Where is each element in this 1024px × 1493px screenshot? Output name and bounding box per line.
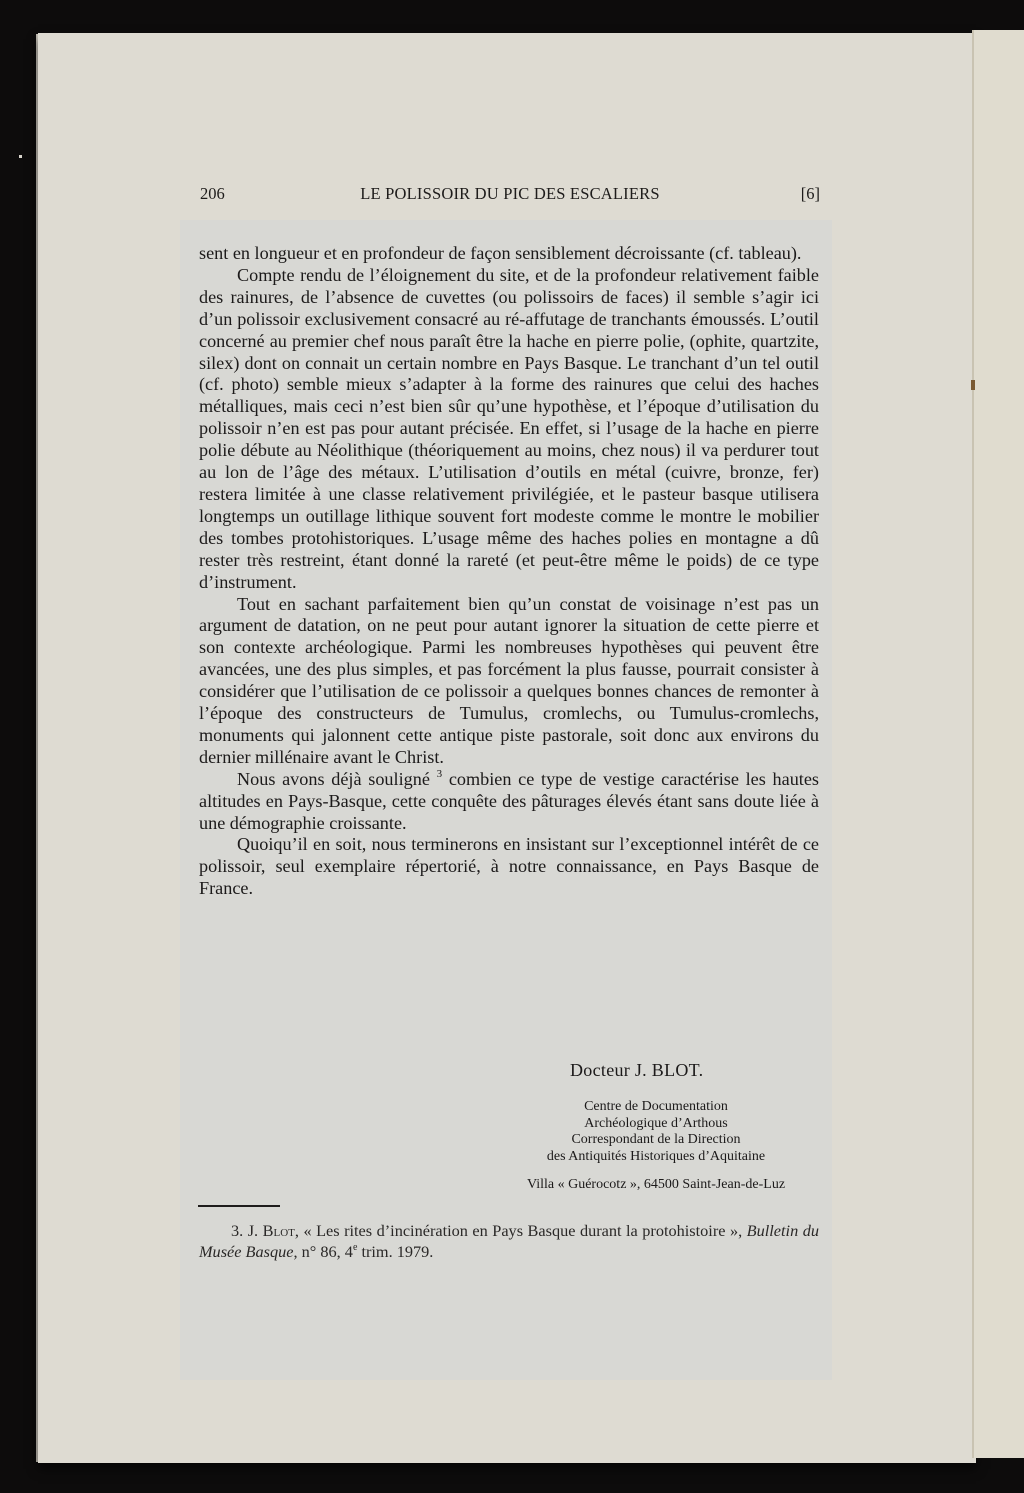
running-title: LE POLISSOIR DU PIC DES ESCALIERS	[360, 184, 660, 203]
affiliation-line: des Antiquités Historiques d’Aquitaine	[546, 1148, 766, 1164]
facing-page-edge	[972, 30, 1024, 1458]
footnote-separator	[198, 1205, 280, 1207]
affiliation-line: Correspondant de la Direction	[571, 1132, 741, 1147]
footnote-title: , « Les rites d’incinération en Pays Basque durant la protohistoire »,	[294, 1221, 747, 1240]
paragraph-3: Tout en sachant parfaitement bien qu’un constat de voisinage n’est pas un argument de datation, on ne peut pour autant ignorer la situation de cette pierre et son contexte archéologique. Parmi les nombreuses hypothèses qui peuvent être avancées, une des plus simples, et pas forcément la plus fausse, pourrait consister à considérer que l’utilisation de ce polissoir a quelques bonnes chances de remonter à l’époque des constructeurs de Tumulus, cromlechs, ou Tumulus-cromlechs, monuments qui jalonnent cette antique piste pastorale, soit donc aux environs du dernier millénaire avant le Christ.	[199, 593, 819, 767]
page-number: 206	[200, 184, 225, 203]
footnote-number: 3.	[231, 1221, 244, 1240]
author-address: Villa « Guérocotz », 64500 Saint-Jean-de-Luz	[526, 1177, 786, 1192]
affiliation-line: Archéologique d’Arthous	[584, 1115, 728, 1131]
paragraph-4	[199, 769, 819, 835]
footnote-author-initial: J.	[247, 1221, 259, 1240]
footnote-issue-superscript: e	[352, 1242, 358, 1253]
footnote-3	[199, 1220, 819, 1262]
paragraph-5: Quoiqu’il en soit, nous terminerons en insistant sur l’exceptionnel intérêt de ce polissoir, seul exemplaire répertorié, à notre connaissance, en Pays Basque de France.	[199, 834, 819, 899]
footnote-journal: Bulletin du Musée Basque	[199, 1221, 819, 1261]
running-head	[200, 184, 820, 208]
paragraph-2: Compte rendu de l’éloignement du site, et de la profondeur relativement faible des rainures, de l’absence de cuvettes (ou polissoirs de faces) il semble s’agir ici d’un polissoir exclusivement consacré au ré-affutage de tranchants émoussés. L’outil concerné au premier chef nous paraît être la hache en pierre polie, (ophite, quartzite, silex) dont on connait un certain nombre en Pays Basque. Le tranchant d’un tel outil (cf. photo) semble mieux s’adapter à la forme des rainures que celui des haches métalliques, mais ceci n’est bien sûr qu’une hypothèse, et l’époque d’utilisation du polissoir n’en est pas pour autant précisée. En effet, si l’usage de la hache en pierre polie débute au Néolithique (théoriquement au moins, chez nous) il va perdurer tout au lon de l’âge des métaux. L’utilisation d’outils en métal (cuivre, bronze, fer) restera limitée à une classe relativement privilégiée, et le pasteur basque utilisera longtemps un outillage lithique souvent fort modeste comme le montre le mobilier des tombes protohistoriques. L’usage même des haches polies en montagne a dû rester très restreint, étant donné la rareté (et peut-être même le poids) de ce type d’instrument.	[199, 264, 819, 592]
footnote-reference[interactable]: 3	[436, 767, 443, 780]
footnote-issue: , n° 86, 4	[293, 1242, 353, 1261]
footnote-date: trim. 1979.	[357, 1242, 434, 1261]
paragraph-4-lead: Nous avons déjà souligné	[237, 768, 430, 789]
author-name: Docteur J. BLOT.	[570, 1060, 704, 1080]
page-stain	[971, 380, 975, 390]
author-affiliation	[480, 1099, 832, 1165]
affiliation-line: Centre de Documentation	[584, 1099, 728, 1114]
body-text	[199, 243, 819, 900]
paragraph-4-rest: combien ce type de vestige caractérise les hautes altitudes en Pays-Basque, cette conquête des pâturages élevés étant sans doute liée à une démographie croissante.	[199, 768, 819, 833]
paragraph-1: sent en longueur et en profondeur de façon sensiblement décroissante (cf. tableau).	[199, 243, 802, 263]
dust-speck	[19, 155, 22, 158]
section-number: [6]	[800, 184, 820, 203]
footnote-author-surname: Blot	[262, 1221, 295, 1240]
